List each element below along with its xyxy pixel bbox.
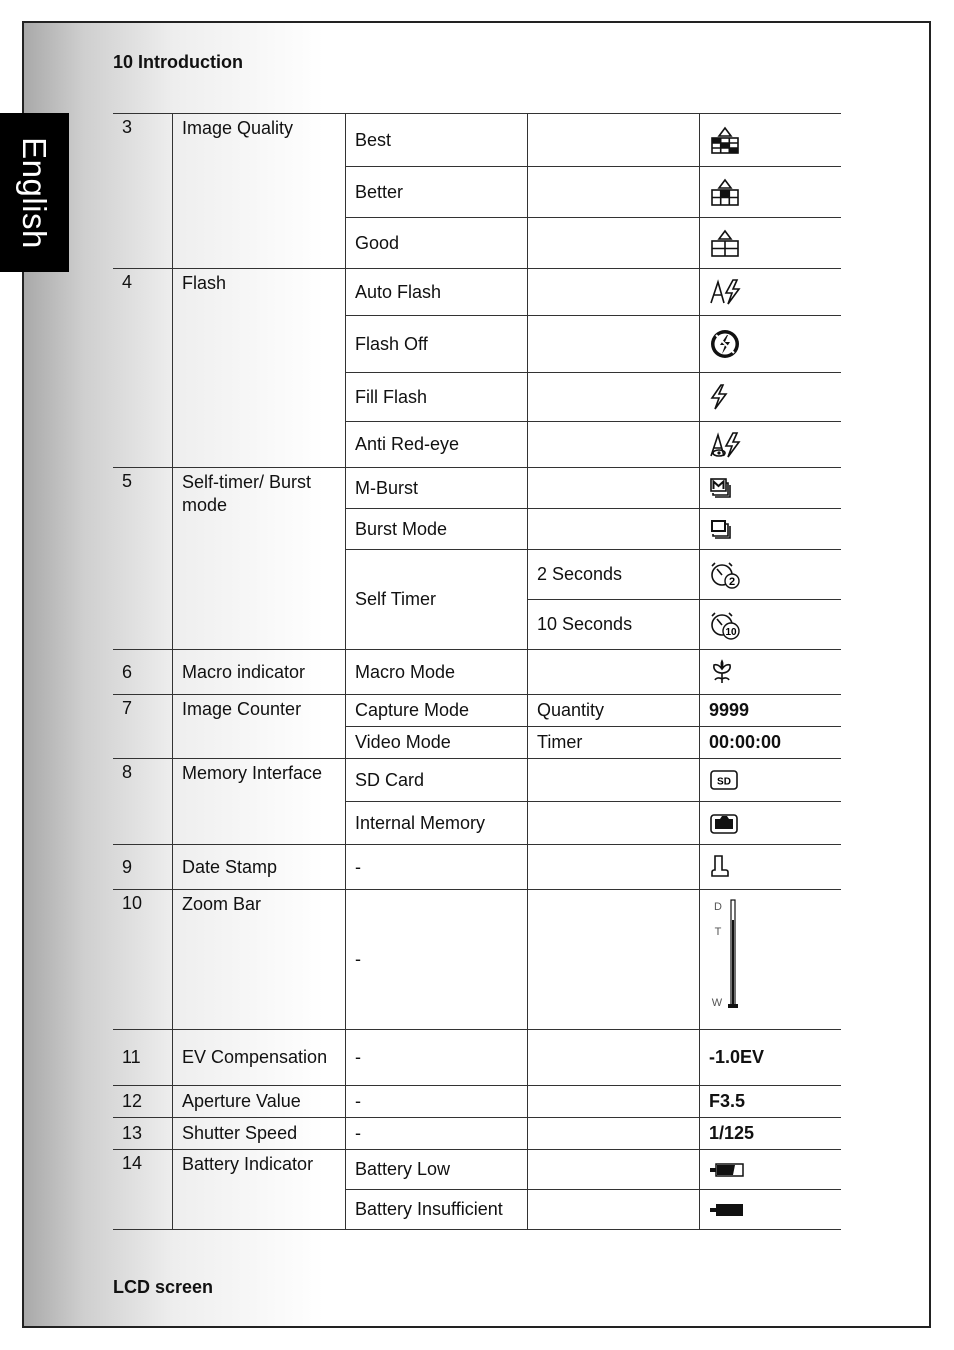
row-number: 12: [113, 1086, 173, 1118]
cell-empty: [528, 802, 700, 845]
cell-desc: Battery Low: [346, 1150, 528, 1190]
cell-desc: Battery Insufficient: [346, 1190, 528, 1230]
quality-better-icon: [700, 167, 842, 218]
row-number: 5: [113, 468, 173, 650]
cell-option: Timer: [528, 727, 700, 759]
table-row: [113, 759, 841, 802]
cell-empty: [528, 269, 700, 316]
burst-icon: [700, 509, 842, 550]
table-row: [113, 1118, 841, 1150]
cell-empty: [528, 114, 700, 167]
cell-empty: [528, 845, 700, 890]
row-item: Flash: [173, 269, 346, 468]
cell-empty: [528, 373, 700, 422]
quality-best-icon: [700, 114, 842, 167]
cell-empty: [528, 167, 700, 218]
table-row: [113, 650, 841, 695]
date-stamp-icon: [700, 845, 842, 890]
m-burst-icon: [700, 468, 842, 509]
quality-good-icon: [700, 218, 842, 269]
cell-desc: -: [346, 1030, 528, 1086]
cell-desc: -: [346, 1086, 528, 1118]
internal-memory-icon: [700, 802, 842, 845]
row-number: 8: [113, 759, 173, 845]
cell-desc: SD Card: [346, 759, 528, 802]
cell-desc: Flash Off: [346, 316, 528, 373]
cell-empty: [528, 890, 700, 1030]
cell-empty: [528, 1190, 700, 1230]
cell-option: 10 Seconds: [528, 600, 700, 650]
ev-value: -1.0EV: [700, 1030, 842, 1086]
aperture-value: F3.5: [700, 1086, 842, 1118]
row-number: 10: [113, 890, 173, 1030]
cell-desc: Good: [346, 218, 528, 269]
row-number: 7: [113, 695, 173, 759]
row-item: Macro indicator: [173, 650, 346, 695]
cell-empty: [528, 1118, 700, 1150]
row-number: 3: [113, 114, 173, 269]
battery-insufficient-icon: [700, 1190, 842, 1230]
auto-flash-icon: [700, 269, 842, 316]
battery-low-icon: [700, 1150, 842, 1190]
row-number: 11: [113, 1030, 173, 1086]
cell-desc: Auto Flash: [346, 269, 528, 316]
svg-text:2: 2: [728, 575, 736, 588]
table-row: [113, 114, 841, 167]
row-item: Self-timer/ Burst mode: [173, 468, 346, 650]
red-eye-icon: [700, 422, 842, 468]
row-item: Aperture Value: [173, 1086, 346, 1118]
timer-2s-icon: [700, 550, 842, 600]
row-item: Image Counter: [173, 695, 346, 759]
cell-empty: [528, 316, 700, 373]
cell-desc: Video Mode: [346, 727, 528, 759]
row-number: 13: [113, 1118, 173, 1150]
row-item: Memory Interface: [173, 759, 346, 845]
table-row: [113, 845, 841, 890]
table-row: [113, 1150, 841, 1190]
table-row: [113, 1030, 841, 1086]
row-number: 14: [113, 1150, 173, 1230]
row-item: Shutter Speed: [173, 1118, 346, 1150]
cell-desc: Capture Mode: [346, 695, 528, 727]
timer-10s-icon: [700, 600, 842, 650]
cell-option: Quantity: [528, 695, 700, 727]
table-row: [113, 890, 841, 1030]
cell-desc: Burst Mode: [346, 509, 528, 550]
cell-desc: Self Timer: [346, 550, 528, 650]
cell-desc: -: [346, 845, 528, 890]
cell-empty: [528, 422, 700, 468]
zoom-tele-label: T: [714, 926, 722, 938]
zoom-digital-label: D: [714, 901, 722, 913]
fill-flash-icon: [700, 373, 842, 422]
language-tab: [0, 113, 69, 272]
macro-flower-icon: [700, 650, 842, 695]
row-item: Image Quality: [173, 114, 346, 269]
cell-empty: [528, 1030, 700, 1086]
cell-empty: [528, 1150, 700, 1190]
table-row: [113, 269, 841, 316]
cell-desc: Better: [346, 167, 528, 218]
cell-desc: Internal Memory: [346, 802, 528, 845]
lcd-indicator-table: [113, 113, 841, 1230]
cell-empty: [528, 218, 700, 269]
cell-desc: Macro Mode: [346, 650, 528, 695]
cell-empty: [528, 650, 700, 695]
table-row: [113, 695, 841, 727]
cell-empty: [528, 509, 700, 550]
page-footer: LCD screen: [113, 1277, 214, 1297]
cell-desc: -: [346, 890, 528, 1030]
zoom-wide-label: W: [711, 997, 723, 1009]
row-item: Battery Indicator: [173, 1150, 346, 1230]
page-header: 10 Introduction: [113, 52, 243, 72]
cell-desc: Anti Red-eye: [346, 422, 528, 468]
sd-card-icon: [700, 759, 842, 802]
cell-desc: Fill Flash: [346, 373, 528, 422]
cell-desc: -: [346, 1118, 528, 1150]
cell-empty: [528, 468, 700, 509]
cell-desc: M-Burst: [346, 468, 528, 509]
counter-quantity-value: 9999: [700, 695, 842, 727]
language-tab-label: English: [16, 137, 53, 249]
shutter-value: 1/125: [700, 1118, 842, 1150]
svg-text:10: 10: [725, 626, 737, 638]
counter-timer-value: 00:00:00: [700, 727, 842, 759]
row-number: 9: [113, 845, 173, 890]
row-item: EV Compensation: [173, 1030, 346, 1086]
row-number: 4: [113, 269, 173, 468]
cell-option: 2 Seconds: [528, 550, 700, 600]
cell-empty: [528, 1086, 700, 1118]
flash-off-icon: [700, 316, 842, 373]
table-row: [113, 1086, 841, 1118]
cell-empty: [528, 759, 700, 802]
zoom-bar-icon: [700, 890, 842, 1030]
cell-desc: Best: [346, 114, 528, 167]
sd-icon-label: SD: [717, 776, 731, 788]
row-item: Zoom Bar: [173, 890, 346, 1030]
table-row: [113, 468, 841, 509]
row-item: Date Stamp: [173, 845, 346, 890]
row-number: 6: [113, 650, 173, 695]
